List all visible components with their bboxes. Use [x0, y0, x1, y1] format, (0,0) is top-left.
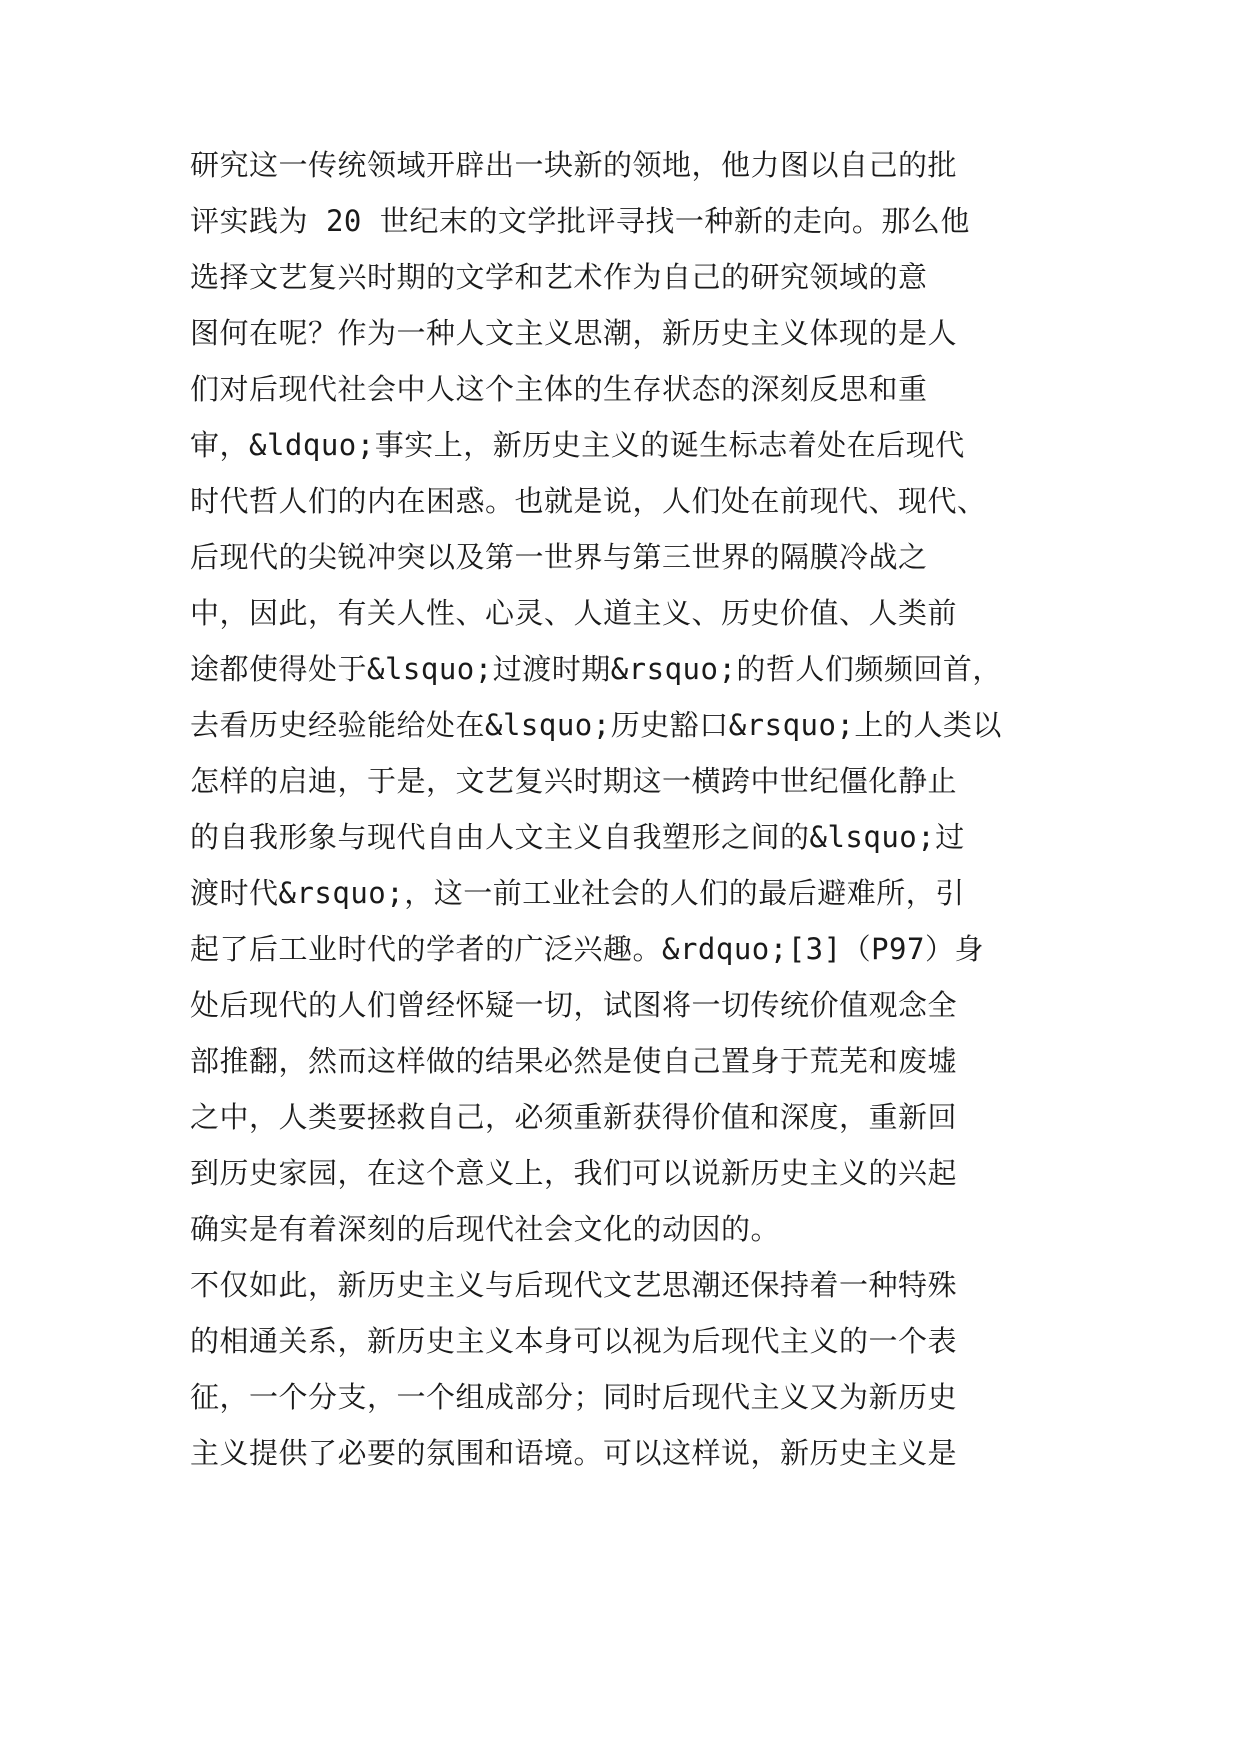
text-line: 主义提供了必要的氛围和语境。可以这样说，新历史主义是: [190, 1436, 958, 1470]
text-line: 评实践为 20 世纪末的文学批评寻找一种新的走向。那么他: [190, 204, 970, 238]
text-line: 之中，人类要拯救自己，必须重新获得价值和深度，重新回: [190, 1100, 958, 1134]
text-line: 途都使得处于&lsquo;过渡时期&rsquo;的哲人们频频回首，: [190, 652, 1002, 686]
text-line: 的相通关系，新历史主义本身可以视为后现代主义的一个表: [190, 1324, 958, 1358]
text-line: 时代哲人们的内在困惑。也就是说，人们处在前现代、现代、: [190, 484, 987, 518]
text-line: 审，&ldquo;事实上，新历史主义的诞生标志着处在后现代: [190, 428, 965, 462]
text-line: 处后现代的人们曾经怀疑一切，试图将一切传统价值观念全: [190, 988, 958, 1022]
text-line: 部推翻，然而这样做的结果必然是使自己置身于荒芜和废墟: [190, 1044, 958, 1078]
text-line: 选择文艺复兴时期的文学和艺术作为自己的研究领域的意: [190, 260, 928, 294]
text-line: 不仅如此，新历史主义与后现代文艺思潮还保持着一种特殊: [190, 1268, 958, 1302]
text-line: 研究这一传统领域开辟出一块新的领地，他力图以自己的批: [190, 148, 958, 182]
text-line: 确实是有着深刻的后现代社会文化的动因的。: [190, 1212, 781, 1246]
text-line: 中，因此，有关人性、心灵、人道主义、历史价值、人类前: [190, 596, 958, 630]
text-line: 征，一个分支，一个组成部分；同时后现代主义又为新历史: [190, 1380, 958, 1414]
text-line: 起了后工业时代的学者的广泛兴趣。&rdquo;[3]（P97）身: [190, 932, 984, 966]
text-line: 们对后现代社会中人这个主体的生存状态的深刻反思和重: [190, 372, 928, 406]
text-line: 的自我形象与现代自由人文主义自我塑形之间的&lsquo;过: [190, 820, 965, 854]
text-line: 渡时代&rsquo;，这一前工业社会的人们的最后避难所，引: [190, 876, 965, 910]
text-line: 后现代的尖锐冲突以及第一世界与第三世界的隔膜冷战之: [190, 540, 928, 574]
text-line: 去看历史经验能给处在&lsquo;历史豁口&rsquo;上的人类以: [190, 708, 1002, 742]
text-line: 图何在呢？作为一种人文主义思潮，新历史主义体现的是人: [190, 316, 958, 350]
text-line: 到历史家园，在这个意义上，我们可以说新历史主义的兴起: [190, 1156, 958, 1190]
text-line: 怎样的启迪，于是，文艺复兴时期这一横跨中世纪僵化静止: [190, 764, 958, 798]
